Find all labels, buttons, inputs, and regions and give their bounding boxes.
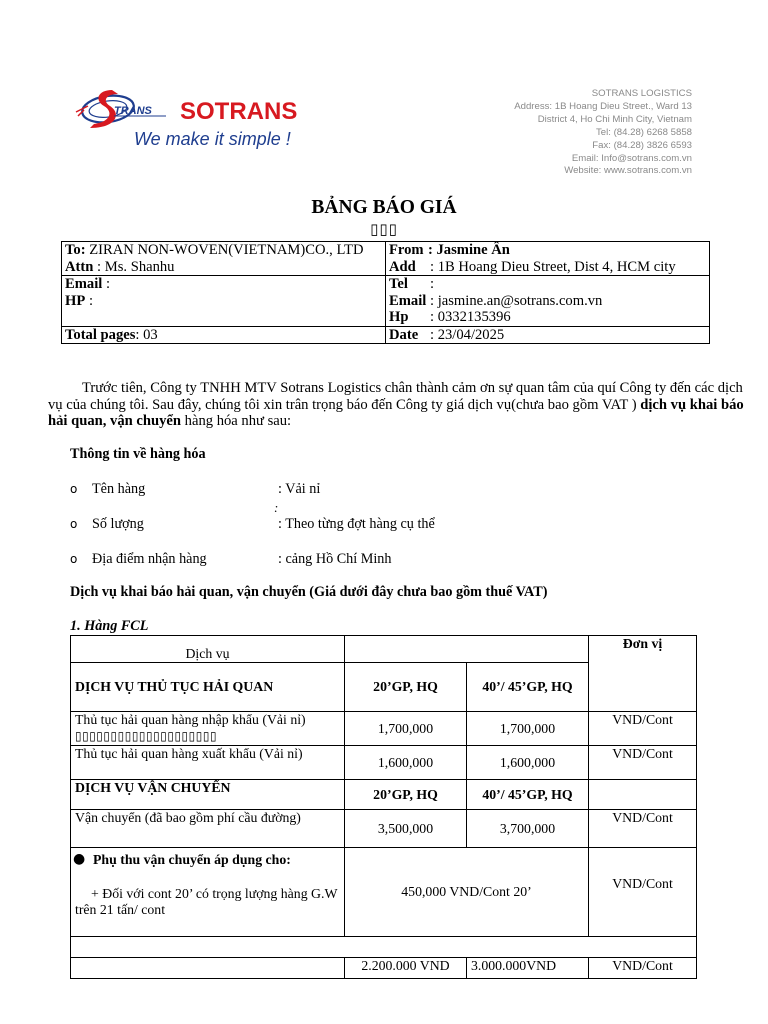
company-tel: Tel: (84.28) 6268 5858 [595, 126, 692, 138]
surcharge-row [71, 848, 697, 937]
row-v40: 1,600,000 [467, 746, 589, 780]
to-value: ZIRAN NON-WOVEN(VIETNAM)CO., LTD [89, 242, 364, 258]
col-service-header [71, 636, 345, 663]
import-customs-desc: Thủ tục hải quan hàng nhập khẩu (Vải nỉ) [75, 712, 306, 727]
blank-unit-cell [589, 780, 697, 810]
goods-heading: Thông tin về hàng hóa [70, 446, 206, 462]
date-value: : 23/04/2025 [430, 326, 505, 343]
col-40-header [467, 663, 589, 712]
date-label: Date [389, 326, 419, 343]
date-cell [386, 326, 710, 344]
row-v20: 1,600,000 [345, 746, 467, 780]
row-v20: 2.200.000 VND [345, 958, 467, 979]
row-unit: VND/Cont [589, 958, 697, 979]
bullet-icon: o [70, 517, 78, 531]
goods-item-name: Địa điểm nhận hàng [92, 551, 207, 567]
intro-part1: Trước tiên, Công ty TNHH MTV Sotrans Logistics chân thành cảm ơn sự quan tâm của quí Công ty đến các dịch vụ của chúng tôi. Sau đây, chúng tôi xin trân trọng báo đến Công ty giá dịch vụ(chưa bao gồm VAT ) [48, 380, 743, 413]
company-info [392, 88, 692, 178]
col-20-label: 20’GP, HQ [373, 679, 438, 694]
goods-item-name: Số lượng [92, 516, 144, 532]
sender-contact-cell [386, 276, 710, 327]
attn-label: Attn [65, 258, 94, 275]
col-20-header [345, 663, 467, 712]
recipient-info-table [61, 241, 710, 344]
add-value: : 1B Hoang Dieu Street, Dist 4, HCM city [430, 258, 676, 275]
tel-value: : [430, 276, 435, 292]
transport-section-title: DỊCH VỤ VẬN CHUYỂN [71, 780, 345, 810]
company-address: Address: 1B Hoang Dieu Street., Ward 13 [514, 100, 692, 112]
row-v20: 1,700,000 [345, 712, 467, 746]
row-v20: 3,500,000 [345, 810, 467, 848]
row-unit: VND/Cont [589, 810, 697, 848]
sender-hp-value: : 0332135396 [430, 309, 511, 325]
goods-item-value: : Theo từng đợt hàng cụ thể [278, 516, 435, 532]
customs-section-title [71, 663, 345, 712]
surcharge-detail: + Đối với cont 20’ có trọng lượng hàng G.W trên 21 tấn/ cont [75, 886, 338, 917]
email-value: : [105, 276, 111, 292]
sender-hp-label: Hp [389, 309, 409, 325]
blank-row [71, 937, 697, 958]
add-label: Add [389, 258, 416, 275]
row-v40: 3.000.000VND [467, 958, 589, 979]
table-row [71, 810, 697, 848]
customs-section-label: DỊCH VỤ THỦ TỤC HẢI QUAN [75, 679, 274, 694]
col-unit-header [589, 636, 697, 712]
row-desc [71, 712, 345, 746]
missing-glyphs: ▯▯▯▯▯▯▯▯▯▯▯▯▯▯▯▯▯▯▯▯ [75, 729, 218, 743]
col-unit-label: Đơn vị [622, 636, 663, 651]
from-label: From [389, 242, 424, 258]
intro-part3: hàng hóa như sau: [181, 413, 292, 430]
bullet-icon: o [70, 552, 78, 566]
service-heading: Dịch vụ khai báo hải quan, vận chuyển (Giá dưới đây chưa bao gồm thuế VAT) [70, 584, 548, 600]
surcharge-heading: Phụ thu vận chuyển áp dụng cho: [93, 852, 291, 867]
row-unit: VND/Cont [589, 746, 697, 780]
page-title: BẢNG BÁO GIÁ [311, 197, 457, 218]
goods-item-value: : Vải nỉ [278, 481, 321, 497]
price-table [70, 635, 697, 979]
total-pages-cell [62, 326, 386, 344]
blank-cell [71, 937, 697, 958]
fcl-heading: 1. Hàng FCL [70, 618, 149, 634]
row-desc-empty [71, 958, 345, 979]
col-40-label: 40’/ 45’GP, HQ [482, 679, 573, 694]
row-v40: 3,700,000 [467, 810, 589, 848]
bullet-icon: ● [73, 851, 86, 867]
logo-brand: SOTRANS [180, 98, 298, 125]
company-email: Email: Info@sotrans.com.vn [571, 152, 692, 164]
to-label: To: [65, 242, 86, 258]
bullet-icon: o [70, 482, 78, 496]
goods-item-value: : cảng Hồ Chí Minh [278, 551, 392, 567]
total-pages-label: Total pages [65, 326, 136, 343]
col-service-label: Dịch vụ [185, 646, 230, 661]
company-district: District 4, Ho Chi Minh City, Vietnam [537, 113, 692, 125]
table-row [71, 746, 697, 780]
from-cell [386, 242, 710, 276]
goods-item-name: Tên hàng [92, 481, 146, 497]
table-row [71, 958, 697, 979]
company-fax: Fax: (84.28) 3826 6593 [592, 139, 692, 151]
tel-label: Tel [389, 276, 408, 292]
row-unit: VND/Cont [589, 712, 697, 746]
row-desc: Thủ tục hải quan hàng xuất khẩu (Vải nỉ) [71, 746, 345, 780]
sotrans-logo [68, 86, 330, 152]
intro-part2: dịch vụ khai báo hải quan, vận chuyển [48, 396, 744, 430]
company-name: SOTRANS LOGISTICS [591, 88, 692, 99]
col-20-header-transport: 20’GP, HQ [345, 780, 467, 810]
logo-small-text: TRANS [114, 105, 152, 117]
row-desc: Vận chuyển (đã bao gồm phí cầu đường) [71, 810, 345, 848]
sender-email-value: : jasmine.an@sotrans.com.vn [430, 292, 603, 309]
logo-tagline: We make it simple ! [134, 129, 291, 149]
total-pages-value: : 03 [135, 326, 158, 343]
surcharge-unit: VND/Cont [589, 848, 697, 937]
company-website: Website: www.sotrans.com.vn [564, 165, 692, 177]
from-value: : Jasmine Ân [428, 242, 510, 258]
row-v40: 1,700,000 [467, 712, 589, 746]
to-cell [62, 242, 386, 276]
title-missing-glyphs: ▯▯▯ [370, 222, 398, 238]
col-40-header-transport: 40’/ 45’GP, HQ [467, 780, 589, 810]
intro-paragraph [48, 380, 750, 430]
surcharge-desc [71, 848, 345, 937]
surcharge-value: 450,000 VND/Cont 20’ [345, 848, 589, 937]
sender-email-label: Email [389, 292, 427, 309]
contact-cell [62, 276, 386, 327]
hp-label: HP [65, 292, 86, 309]
hp-value: : [88, 292, 93, 309]
table-row [71, 712, 697, 746]
header-blank-cell [345, 636, 589, 663]
stray-colon: : [274, 500, 279, 515]
attn-value: : Ms. Shanhu [97, 258, 175, 275]
email-label: Email [65, 276, 103, 292]
